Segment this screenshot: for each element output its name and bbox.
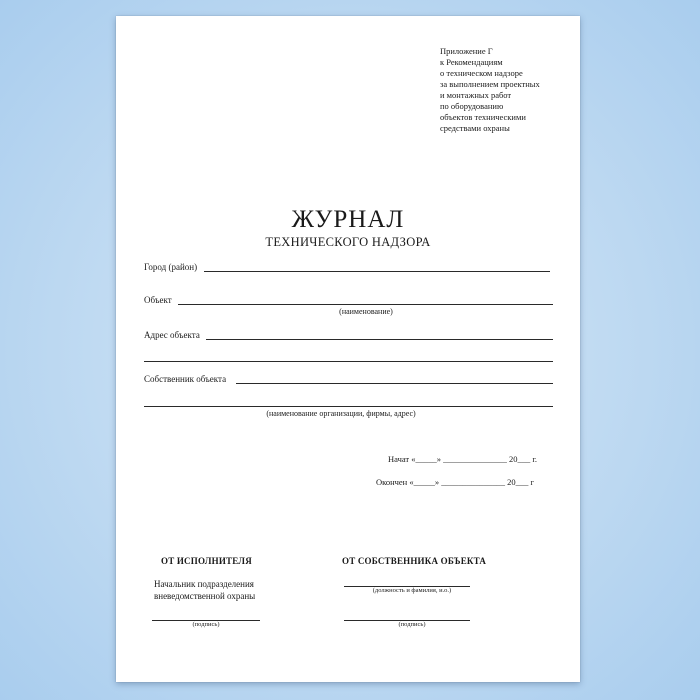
start-date-field[interactable]: Начат «_____» _______________ 20___ г. xyxy=(388,454,538,464)
address-field-line[interactable] xyxy=(206,339,553,340)
object-caption: (наименование) xyxy=(339,307,393,316)
object-field-line[interactable] xyxy=(178,304,553,305)
journal-cover-page xyxy=(116,16,580,682)
annex-line: и монтажных работ xyxy=(440,90,512,100)
owner-heading: ОТ СОБСТВЕННИКА ОБЪЕКТА xyxy=(342,556,487,566)
journal-subtitle: ТЕХНИЧЕСКОГО НАДЗОРА xyxy=(265,235,431,249)
annex-line: за выполнением проектных xyxy=(440,79,540,89)
executor-position-line1: Начальник подразделения xyxy=(154,579,254,589)
owner-signature-caption: (подпись) xyxy=(398,621,426,628)
owner-position-caption: (должность и фамилия, и.о.) xyxy=(372,587,452,594)
city-field-line[interactable] xyxy=(204,271,550,272)
address-label: Адрес объекта xyxy=(144,330,200,340)
city-label: Город (район) xyxy=(144,262,198,272)
executor-position-line2: вневедомственной охраны xyxy=(154,591,256,601)
annex-line: о техническом надзоре xyxy=(440,68,523,78)
owner-caption: (наименование организации, фирмы, адрес) xyxy=(266,409,416,418)
annex-line: по оборудованию xyxy=(440,101,504,111)
owner-label: Собственник объекта xyxy=(144,374,227,384)
journal-title: ЖУРНАЛ xyxy=(291,206,405,233)
object-label: Объект xyxy=(144,295,172,305)
annex-line: Приложение Г xyxy=(440,46,493,56)
end-date-field[interactable]: Окончен «_____» _______________ 20___ г xyxy=(376,477,534,487)
owner-field-line[interactable] xyxy=(236,383,553,384)
executor-heading: ОТ ИСПОЛНИТЕЛЯ xyxy=(161,556,252,566)
owner-field-line-2[interactable] xyxy=(144,406,553,407)
annex-note xyxy=(440,46,580,134)
annex-line: средствами охраны xyxy=(440,123,510,133)
annex-line: объектов техническими xyxy=(440,112,526,122)
address-field-line-2[interactable] xyxy=(144,361,553,362)
executor-signature-caption: (подпись) xyxy=(192,621,220,628)
annex-line: к Рекомендациям xyxy=(440,57,503,67)
